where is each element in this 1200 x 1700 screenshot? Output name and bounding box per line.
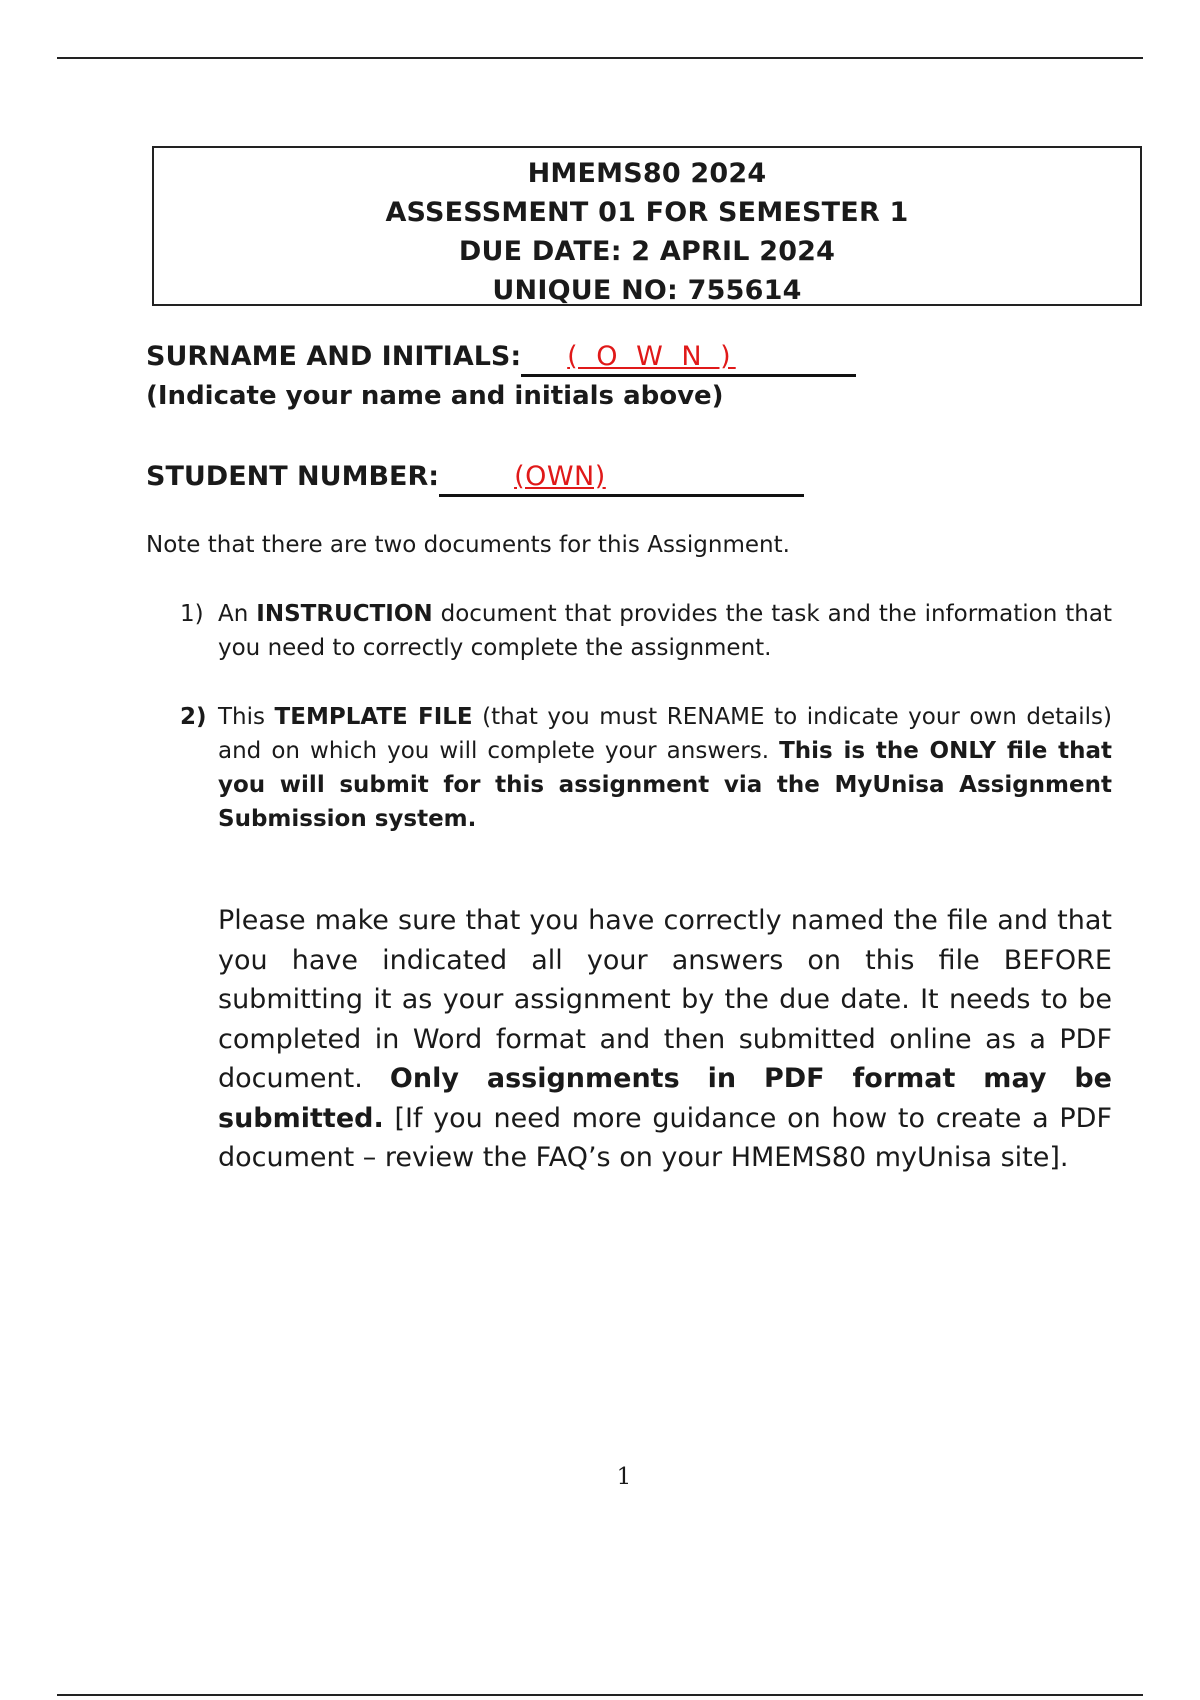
bottom-rule: [57, 1694, 1143, 1696]
assessment-title: ASSESSMENT 01 FOR SEMESTER 1: [385, 197, 909, 228]
surname-label: SURNAME AND INITIALS:: [146, 341, 522, 372]
student-number-fill-line: [439, 460, 804, 497]
item-bold-term: INSTRUCTION: [256, 601, 433, 627]
unique-number: UNIQUE NO: 755614: [492, 275, 802, 306]
item-description: document that provides the task and the information that you need to correctly complete the assignment.: [218, 601, 1113, 661]
list-item-number: 1): [180, 601, 204, 627]
documents-note: Note that there are two documents for this Assignment.: [146, 532, 790, 558]
student-number-field: [146, 460, 804, 497]
course-code-title: HMEMS80 2024: [527, 158, 767, 189]
instructions-text: Please make sure that you have correctly named the file and that you have indicated all your answers on this file BEFORE submitting it as your assignment by the due date. It needs to be completed in Word format and then submitted online as a PDF document.: [218, 905, 1112, 1094]
item-description: (that you must RENAME to indicate your own details) and on which you will complete your answers.: [218, 704, 1112, 764]
student-number-value: (OWN): [514, 461, 606, 492]
student-number-label: STUDENT NUMBER:: [146, 461, 440, 492]
surname-value: ( O W N ): [567, 341, 736, 372]
surname-field: [146, 340, 856, 377]
instructions-tail: [If you need more guidance on how to create a PDF document – review the FAQ’s on your HMEMS80 myUnisa site].: [218, 1102, 1112, 1173]
list-item: [180, 700, 1112, 836]
item-bold-note: This is the ONLY file that you will submit for this assignment via the MyUnisa Assignment Submission system.: [218, 738, 1112, 832]
surname-hint: (Indicate your name and initials above): [146, 381, 724, 411]
assessment-header-box: [152, 146, 1142, 306]
instructions-bold: Only assignments in PDF format may be submitted.: [218, 1063, 1112, 1134]
list-item-text: [218, 597, 1112, 665]
due-date: DUE DATE: 2 APRIL 2024: [458, 236, 836, 267]
list-item-number: 2): [180, 704, 207, 730]
item-bold-term: TEMPLATE FILE: [274, 704, 473, 730]
surname-fill-line: [521, 340, 856, 377]
item-intro: An: [218, 601, 257, 627]
list-item-text: [218, 700, 1112, 836]
list-item: [180, 597, 1112, 665]
item-intro: This: [218, 704, 275, 730]
submission-instructions: [218, 901, 1112, 1178]
top-rule: [57, 57, 1143, 59]
page-number: 1: [616, 1464, 632, 1490]
